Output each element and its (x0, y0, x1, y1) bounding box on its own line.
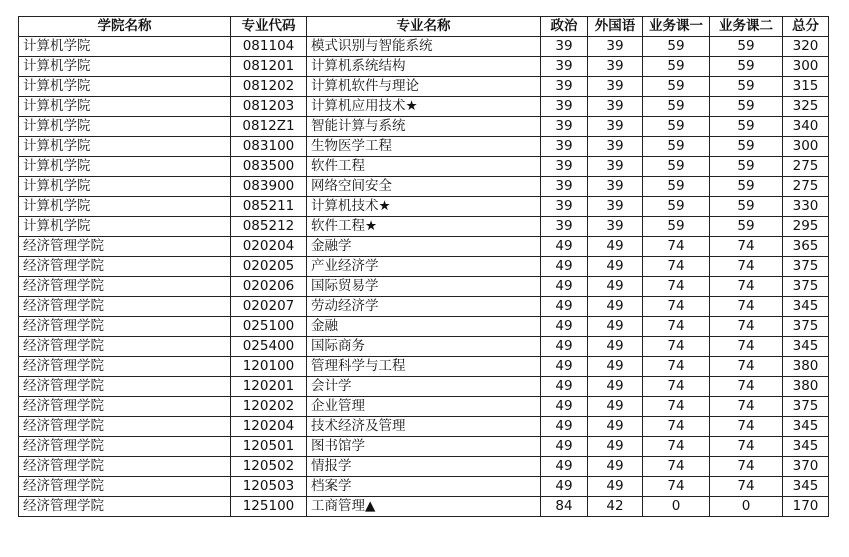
subject-one-cell: 74 (643, 437, 710, 457)
major-name-cell: 工商管理▲ (307, 497, 541, 517)
foreign-language-cell: 49 (588, 377, 643, 397)
total-cell: 300 (783, 137, 829, 157)
foreign-language-cell: 39 (588, 97, 643, 117)
major-code-cell: 085212 (231, 217, 307, 237)
major-name-cell: 软件工程 (307, 157, 541, 177)
table-row (19, 137, 829, 157)
politics-cell: 39 (541, 37, 588, 57)
table-row (19, 377, 829, 397)
total-cell: 295 (783, 217, 829, 237)
major-name-cell: 网络空间安全 (307, 177, 541, 197)
subject-one-cell: 74 (643, 357, 710, 377)
politics-cell: 39 (541, 97, 588, 117)
politics-cell: 39 (541, 137, 588, 157)
major-code-cell: 081201 (231, 57, 307, 77)
subject-one-cell: 74 (643, 337, 710, 357)
subject-two-cell: 59 (710, 77, 783, 97)
foreign-language-cell: 49 (588, 357, 643, 377)
major-name-cell: 情报学 (307, 457, 541, 477)
subject-two-cell: 59 (710, 217, 783, 237)
subject-two-cell: 0 (710, 497, 783, 517)
college-cell: 经济管理学院 (19, 277, 231, 297)
subject-one-cell: 74 (643, 237, 710, 257)
college-cell: 经济管理学院 (19, 497, 231, 517)
subject-two-cell: 74 (710, 417, 783, 437)
politics-cell: 39 (541, 117, 588, 137)
foreign-language-cell: 39 (588, 217, 643, 237)
subject-two-cell: 74 (710, 437, 783, 457)
college-cell: 计算机学院 (19, 97, 231, 117)
major-name-cell: 档案学 (307, 477, 541, 497)
total-cell: 380 (783, 377, 829, 397)
major-code-cell: 020207 (231, 297, 307, 317)
politics-cell: 49 (541, 357, 588, 377)
foreign-language-cell: 49 (588, 397, 643, 417)
subject-two-cell: 74 (710, 357, 783, 377)
politics-cell: 49 (541, 457, 588, 477)
foreign-language-cell: 49 (588, 457, 643, 477)
foreign-language-cell: 49 (588, 237, 643, 257)
total-cell: 170 (783, 497, 829, 517)
table-row (19, 417, 829, 437)
college-cell: 经济管理学院 (19, 237, 231, 257)
subject-one-cell: 74 (643, 457, 710, 477)
foreign-language-cell: 39 (588, 117, 643, 137)
politics-cell: 84 (541, 497, 588, 517)
major-name-cell: 图书馆学 (307, 437, 541, 457)
major-name-cell: 计算机技术★ (307, 197, 541, 217)
major-code-cell: 083500 (231, 157, 307, 177)
major-code-cell: 025400 (231, 337, 307, 357)
total-cell: 330 (783, 197, 829, 217)
subject-two-cell: 59 (710, 97, 783, 117)
table-row (19, 497, 829, 517)
table-body (19, 37, 829, 517)
major-name-cell: 会计学 (307, 377, 541, 397)
subject-one-cell: 59 (643, 117, 710, 137)
major-name-cell: 技术经济及管理 (307, 417, 541, 437)
politics-cell: 49 (541, 237, 588, 257)
subject-one-cell: 74 (643, 477, 710, 497)
college-cell: 计算机学院 (19, 77, 231, 97)
subject-one-cell: 74 (643, 417, 710, 437)
major-code-cell: 081104 (231, 37, 307, 57)
foreign-language-cell: 39 (588, 37, 643, 57)
college-cell: 经济管理学院 (19, 397, 231, 417)
politics-cell: 49 (541, 297, 588, 317)
table-row (19, 477, 829, 497)
table-row (19, 177, 829, 197)
major-code-cell: 120204 (231, 417, 307, 437)
major-name-cell: 计算机系统结构 (307, 57, 541, 77)
major-name-cell: 生物医学工程 (307, 137, 541, 157)
subject-one-cell: 74 (643, 277, 710, 297)
major-name-cell: 模式识别与智能系统 (307, 37, 541, 57)
subject-two-cell: 59 (710, 197, 783, 217)
subject-two-cell: 74 (710, 277, 783, 297)
politics-cell: 39 (541, 217, 588, 237)
total-cell: 345 (783, 437, 829, 457)
score-table (18, 16, 829, 517)
foreign-language-cell: 42 (588, 497, 643, 517)
politics-cell: 39 (541, 77, 588, 97)
college-cell: 经济管理学院 (19, 317, 231, 337)
total-cell: 375 (783, 277, 829, 297)
major-code-cell: 085211 (231, 197, 307, 217)
subject-two-cell: 74 (710, 337, 783, 357)
subject-one-cell: 74 (643, 317, 710, 337)
table-row (19, 97, 829, 117)
foreign-language-cell: 39 (588, 197, 643, 217)
major-code-cell: 120502 (231, 457, 307, 477)
subject-one-cell: 59 (643, 217, 710, 237)
politics-cell: 49 (541, 437, 588, 457)
table-row (19, 277, 829, 297)
major-code-cell: 025100 (231, 317, 307, 337)
total-cell: 375 (783, 317, 829, 337)
total-cell: 380 (783, 357, 829, 377)
college-cell: 计算机学院 (19, 37, 231, 57)
total-cell: 375 (783, 257, 829, 277)
table-header-row (19, 17, 829, 37)
college-cell: 经济管理学院 (19, 417, 231, 437)
major-code-cell: 120202 (231, 397, 307, 417)
table-row (19, 317, 829, 337)
major-code-cell: 083900 (231, 177, 307, 197)
subject-one-cell: 74 (643, 257, 710, 277)
subject-one-cell: 59 (643, 77, 710, 97)
major-name-cell: 计算机应用技术★ (307, 97, 541, 117)
major-code-cell: 020205 (231, 257, 307, 277)
total-cell: 315 (783, 77, 829, 97)
table-row (19, 77, 829, 97)
major-code-cell: 120201 (231, 377, 307, 397)
college-cell: 经济管理学院 (19, 457, 231, 477)
foreign-language-cell: 49 (588, 317, 643, 337)
subject-one-cell: 74 (643, 377, 710, 397)
college-cell: 经济管理学院 (19, 257, 231, 277)
table-row (19, 157, 829, 177)
politics-cell: 49 (541, 317, 588, 337)
table-row (19, 237, 829, 257)
subject-two-cell: 59 (710, 177, 783, 197)
foreign-language-cell: 39 (588, 57, 643, 77)
college-cell: 经济管理学院 (19, 357, 231, 377)
major-name-cell: 产业经济学 (307, 257, 541, 277)
table-row (19, 37, 829, 57)
major-code-cell: 020204 (231, 237, 307, 257)
total-cell: 345 (783, 337, 829, 357)
foreign-language-cell: 49 (588, 417, 643, 437)
table-row (19, 337, 829, 357)
politics-cell: 49 (541, 277, 588, 297)
total-cell: 320 (783, 37, 829, 57)
foreign-language-cell: 49 (588, 437, 643, 457)
college-cell: 经济管理学院 (19, 297, 231, 317)
foreign-language-cell: 39 (588, 157, 643, 177)
major-name-cell: 国际贸易学 (307, 277, 541, 297)
major-code-cell: 081202 (231, 77, 307, 97)
header-foreign-language: 外国语 (588, 17, 643, 37)
college-cell: 计算机学院 (19, 197, 231, 217)
table-row (19, 457, 829, 477)
subject-one-cell: 59 (643, 197, 710, 217)
major-name-cell: 管理科学与工程 (307, 357, 541, 377)
major-name-cell: 金融 (307, 317, 541, 337)
subject-two-cell: 59 (710, 37, 783, 57)
total-cell: 345 (783, 297, 829, 317)
total-cell: 300 (783, 57, 829, 77)
header-college: 学院名称 (19, 17, 231, 37)
politics-cell: 49 (541, 417, 588, 437)
politics-cell: 39 (541, 57, 588, 77)
politics-cell: 39 (541, 177, 588, 197)
politics-cell: 49 (541, 377, 588, 397)
major-name-cell: 金融学 (307, 237, 541, 257)
subject-two-cell: 74 (710, 477, 783, 497)
foreign-language-cell: 49 (588, 277, 643, 297)
college-cell: 计算机学院 (19, 137, 231, 157)
subject-one-cell: 59 (643, 37, 710, 57)
college-cell: 计算机学院 (19, 57, 231, 77)
subject-one-cell: 59 (643, 137, 710, 157)
major-name-cell: 计算机软件与理论 (307, 77, 541, 97)
table-row (19, 117, 829, 137)
major-name-cell: 智能计算与系统 (307, 117, 541, 137)
subject-one-cell: 59 (643, 157, 710, 177)
subject-two-cell: 74 (710, 257, 783, 277)
foreign-language-cell: 49 (588, 477, 643, 497)
foreign-language-cell: 49 (588, 257, 643, 277)
total-cell: 370 (783, 457, 829, 477)
politics-cell: 49 (541, 397, 588, 417)
college-cell: 计算机学院 (19, 117, 231, 137)
subject-two-cell: 74 (710, 317, 783, 337)
subject-two-cell: 74 (710, 377, 783, 397)
major-name-cell: 劳动经济学 (307, 297, 541, 317)
major-name-cell: 软件工程★ (307, 217, 541, 237)
politics-cell: 39 (541, 157, 588, 177)
table-row (19, 57, 829, 77)
major-code-cell: 120503 (231, 477, 307, 497)
college-cell: 经济管理学院 (19, 477, 231, 497)
major-code-cell: 0812Z1 (231, 117, 307, 137)
table-row (19, 197, 829, 217)
politics-cell: 49 (541, 257, 588, 277)
table-row (19, 297, 829, 317)
header-subject-one: 业务课一 (643, 17, 710, 37)
major-code-cell: 125100 (231, 497, 307, 517)
subject-one-cell: 59 (643, 97, 710, 117)
subject-two-cell: 59 (710, 117, 783, 137)
college-cell: 计算机学院 (19, 157, 231, 177)
total-cell: 275 (783, 157, 829, 177)
major-code-cell: 081203 (231, 97, 307, 117)
subject-two-cell: 74 (710, 457, 783, 477)
header-subject-two: 业务课二 (710, 17, 783, 37)
header-total: 总分 (783, 17, 829, 37)
table-row (19, 397, 829, 417)
college-cell: 经济管理学院 (19, 337, 231, 357)
politics-cell: 49 (541, 337, 588, 357)
subject-two-cell: 59 (710, 137, 783, 157)
total-cell: 365 (783, 237, 829, 257)
total-cell: 325 (783, 97, 829, 117)
politics-cell: 39 (541, 197, 588, 217)
foreign-language-cell: 49 (588, 337, 643, 357)
subject-two-cell: 59 (710, 57, 783, 77)
table-row (19, 217, 829, 237)
table-row (19, 357, 829, 377)
total-cell: 375 (783, 397, 829, 417)
table-row (19, 437, 829, 457)
subject-one-cell: 59 (643, 57, 710, 77)
subject-one-cell: 59 (643, 177, 710, 197)
college-cell: 经济管理学院 (19, 437, 231, 457)
major-name-cell: 企业管理 (307, 397, 541, 417)
header-major-name: 专业名称 (307, 17, 541, 37)
subject-one-cell: 74 (643, 397, 710, 417)
foreign-language-cell: 39 (588, 77, 643, 97)
total-cell: 340 (783, 117, 829, 137)
header-politics: 政治 (541, 17, 588, 37)
subject-two-cell: 74 (710, 397, 783, 417)
total-cell: 275 (783, 177, 829, 197)
total-cell: 345 (783, 477, 829, 497)
major-code-cell: 120501 (231, 437, 307, 457)
subject-one-cell: 74 (643, 297, 710, 317)
total-cell: 345 (783, 417, 829, 437)
major-code-cell: 083100 (231, 137, 307, 157)
major-code-cell: 020206 (231, 277, 307, 297)
header-major-code: 专业代码 (231, 17, 307, 37)
foreign-language-cell: 39 (588, 137, 643, 157)
subject-two-cell: 59 (710, 157, 783, 177)
subject-two-cell: 74 (710, 297, 783, 317)
foreign-language-cell: 49 (588, 297, 643, 317)
college-cell: 计算机学院 (19, 177, 231, 197)
subject-one-cell: 0 (643, 497, 710, 517)
table-row (19, 257, 829, 277)
major-name-cell: 国际商务 (307, 337, 541, 357)
foreign-language-cell: 39 (588, 177, 643, 197)
subject-two-cell: 74 (710, 237, 783, 257)
major-code-cell: 120100 (231, 357, 307, 377)
college-cell: 计算机学院 (19, 217, 231, 237)
college-cell: 经济管理学院 (19, 377, 231, 397)
politics-cell: 49 (541, 477, 588, 497)
